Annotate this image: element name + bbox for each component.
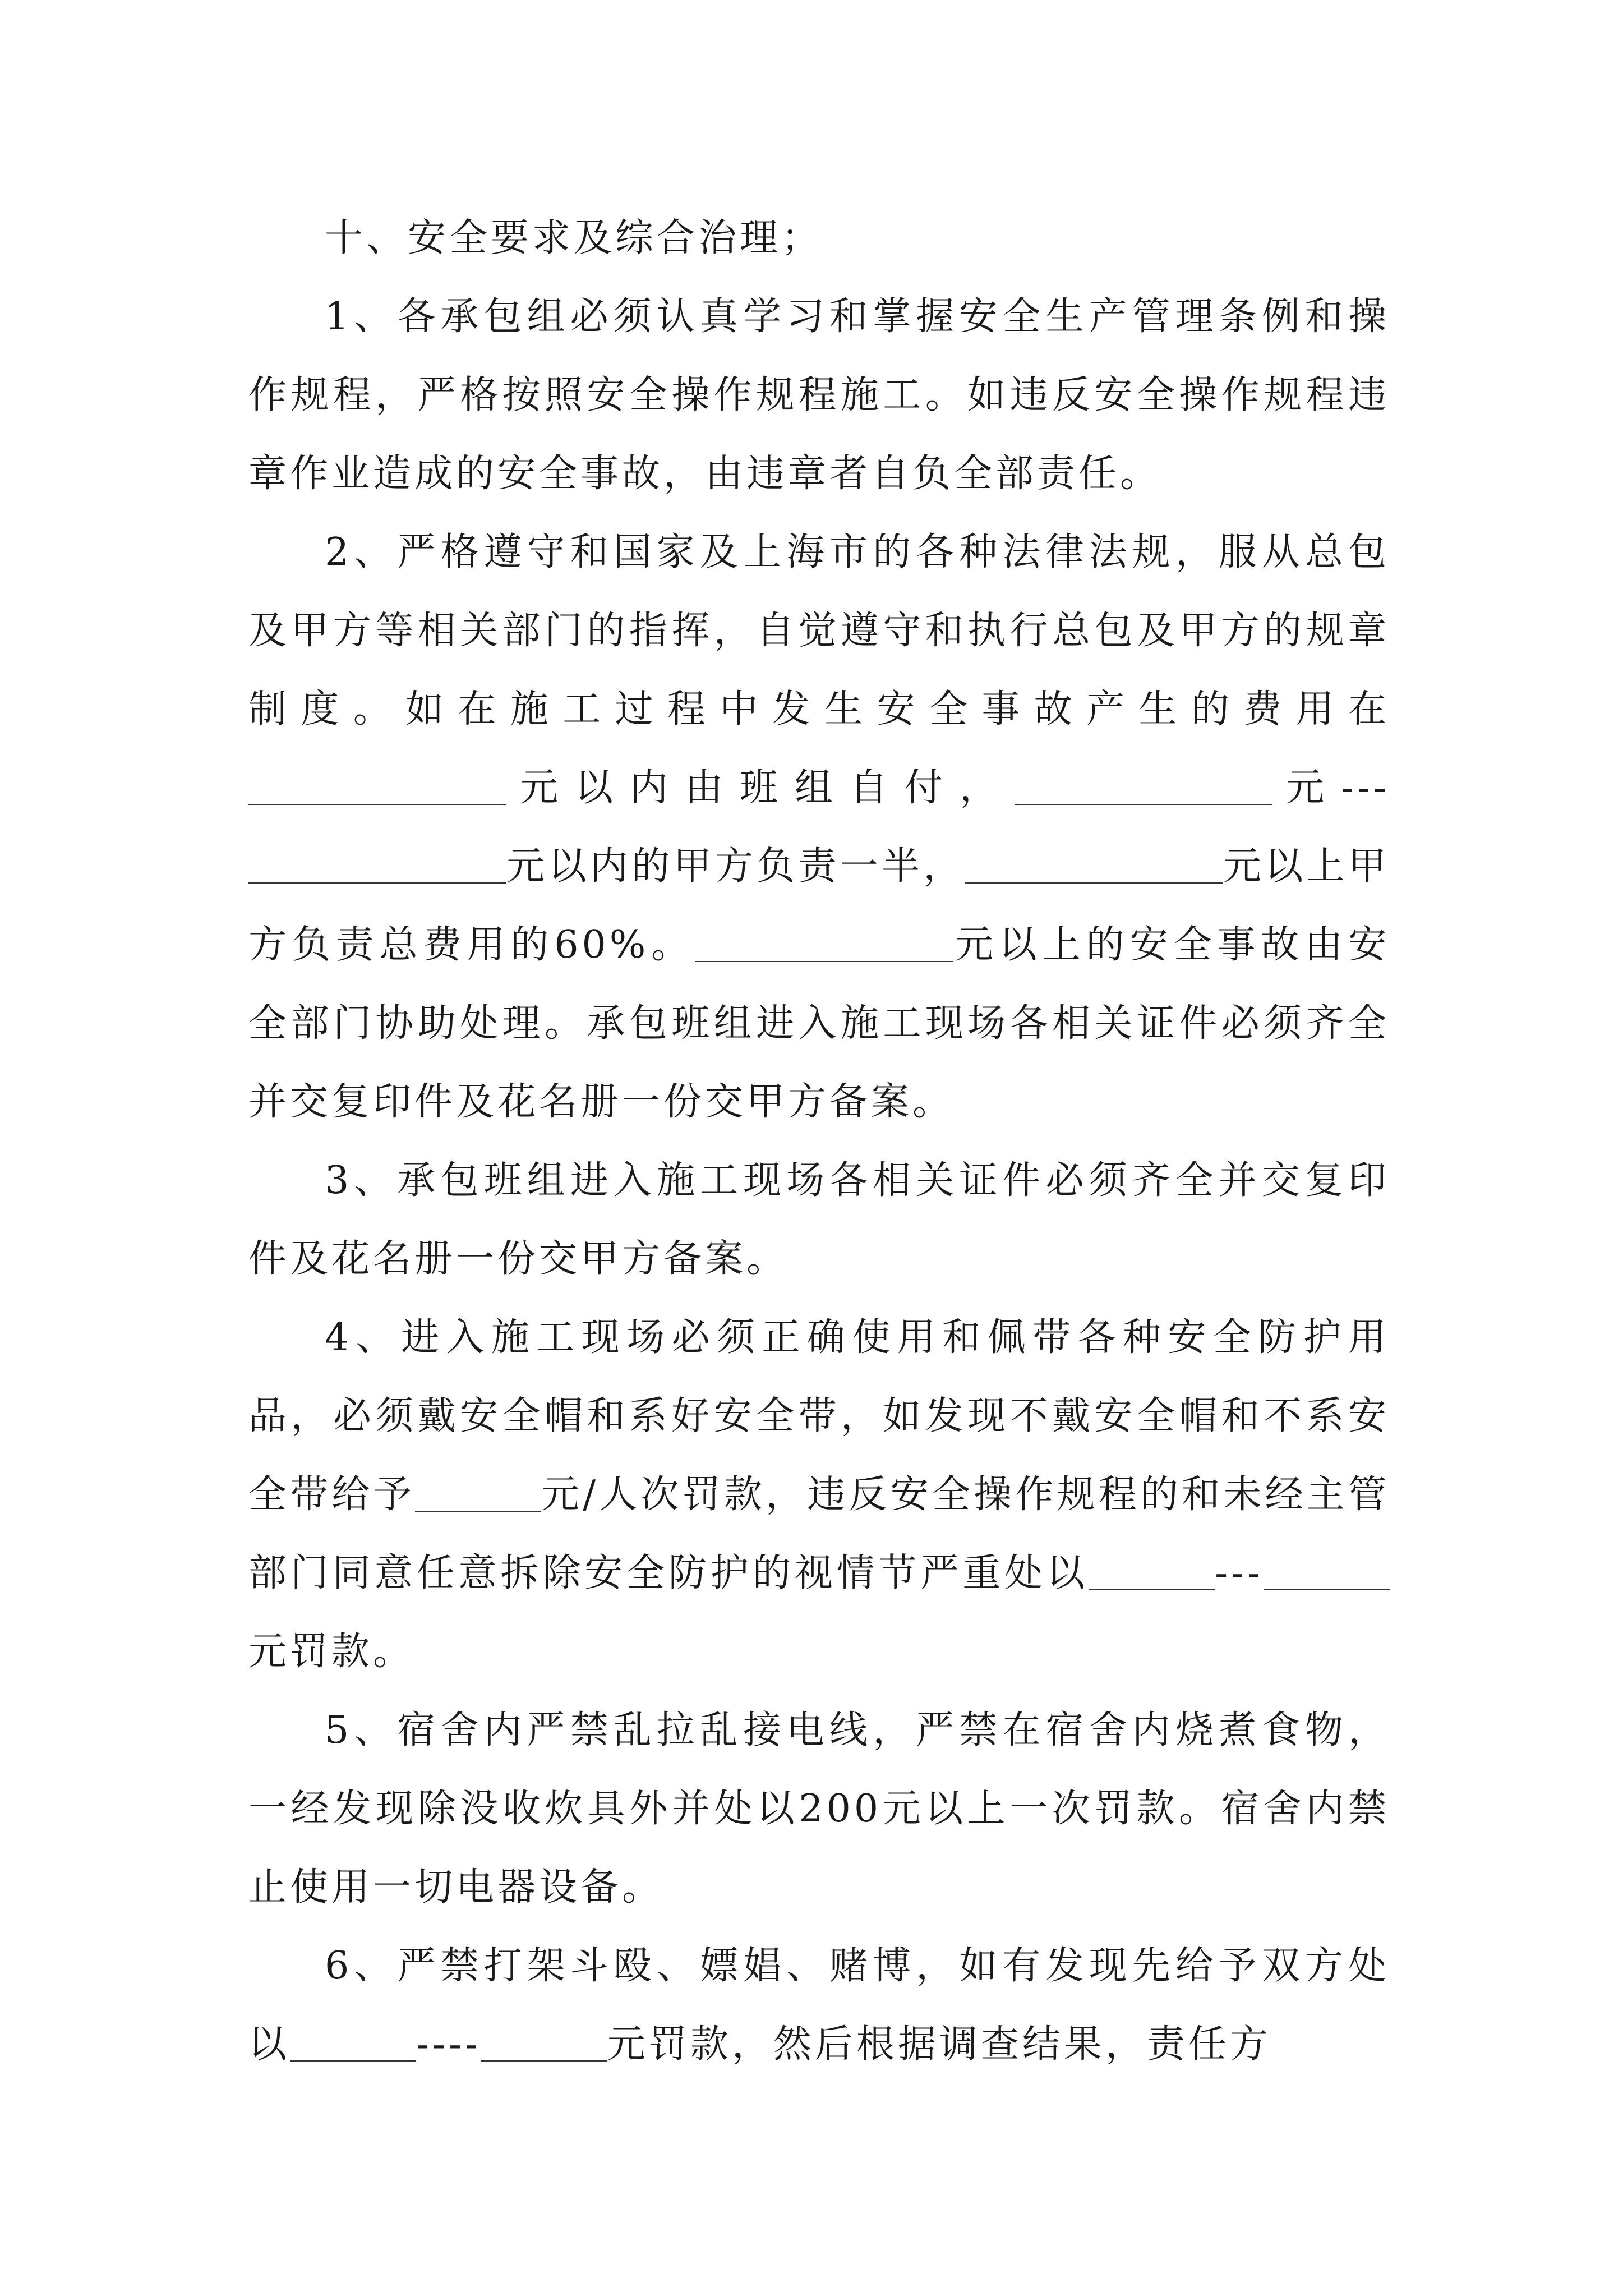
blank-field — [481, 2022, 607, 2062]
paragraph-2-text-a: 2、严格遵守和国家及上海市的各种法律法规，服从总包及甲方等相关部门的指挥，自觉遵守和执行总包及甲方的规章制度。如在施工过程中发生安全事故产生的费用在 — [248, 530, 1390, 731]
blank-field — [248, 766, 506, 805]
paragraph-2-text-d: 元以内的甲方负责一半， — [506, 844, 965, 889]
paragraph-4-text-a: 4、进入施工现场必须正确使用和佩带各种安全防护用品，必须戴安全帽和系好安全带，如发现不戴安全帽和不系安全带给予 — [248, 1315, 1390, 1517]
paragraph-2-text-b: 元以内由班组自付， — [506, 766, 1015, 810]
blank-field — [1089, 1551, 1215, 1590]
blank-field — [965, 844, 1223, 884]
blank-field — [1264, 1551, 1390, 1590]
paragraph-2 — [248, 513, 1390, 1142]
paragraph-4-text-b: 元/人次罚款，违反安全操作规程的和未经主管部门同意任意拆除安全防护的视情节严重处以 — [248, 1473, 1390, 1595]
paragraph-6-text-a: 6、严禁打架斗殴、嫖娼、赌博，如有发现先给予双方处以 — [248, 1944, 1390, 2067]
blank-field — [248, 844, 506, 884]
blank-field — [1015, 766, 1272, 805]
paragraph-4-text-c: --- — [1215, 1551, 1264, 1595]
paragraph-2-text-c: 元--- — [1272, 766, 1390, 810]
paragraph-2-text-f: 元以上的安全事故由安全部门协助处理。承包班组进入施工现场各相关证件必须齐全并交复印件及花名册一份交甲方备案。 — [248, 923, 1390, 1124]
paragraph-4 — [248, 1299, 1390, 1691]
blank-field — [695, 923, 953, 962]
document-body — [248, 199, 1390, 2084]
paragraph-1: 1、各承包组必须认真学习和掌握安全生产管理条例和操作规程，严格按照安全操作规程施工。如违反安全操作规程违章作业造成的安全事故，由违章者自负全部责任。 — [248, 295, 1390, 496]
paragraph-5: 5、宿舍内严禁乱拉乱接电线，严禁在宿舍内烧煮食物，一经发现除没收炊具外并处以200元以上一次罚款。宿舍内禁止使用一切电器设备。 — [248, 1708, 1390, 1910]
paragraph-3: 3、承包班组进入施工现场各相关证件必须齐全并交复印件及花名册一份交甲方备案。 — [248, 1158, 1390, 1281]
paragraph-2-text-e: 元以上甲方负责总费用的60%。 — [248, 844, 1390, 967]
section-heading: 十、安全要求及综合治理； — [325, 216, 823, 260]
paragraph-6 — [248, 1927, 1390, 2084]
blank-field — [290, 2022, 416, 2062]
paragraph-6-text-c: 元罚款，然后根据调查结果，责任方 — [607, 2022, 1271, 2067]
blank-field — [415, 1473, 541, 1512]
paragraph-6-text-b: ---- — [416, 2022, 481, 2067]
paragraph-4-text-d: 元罚款。 — [248, 1630, 415, 1674]
